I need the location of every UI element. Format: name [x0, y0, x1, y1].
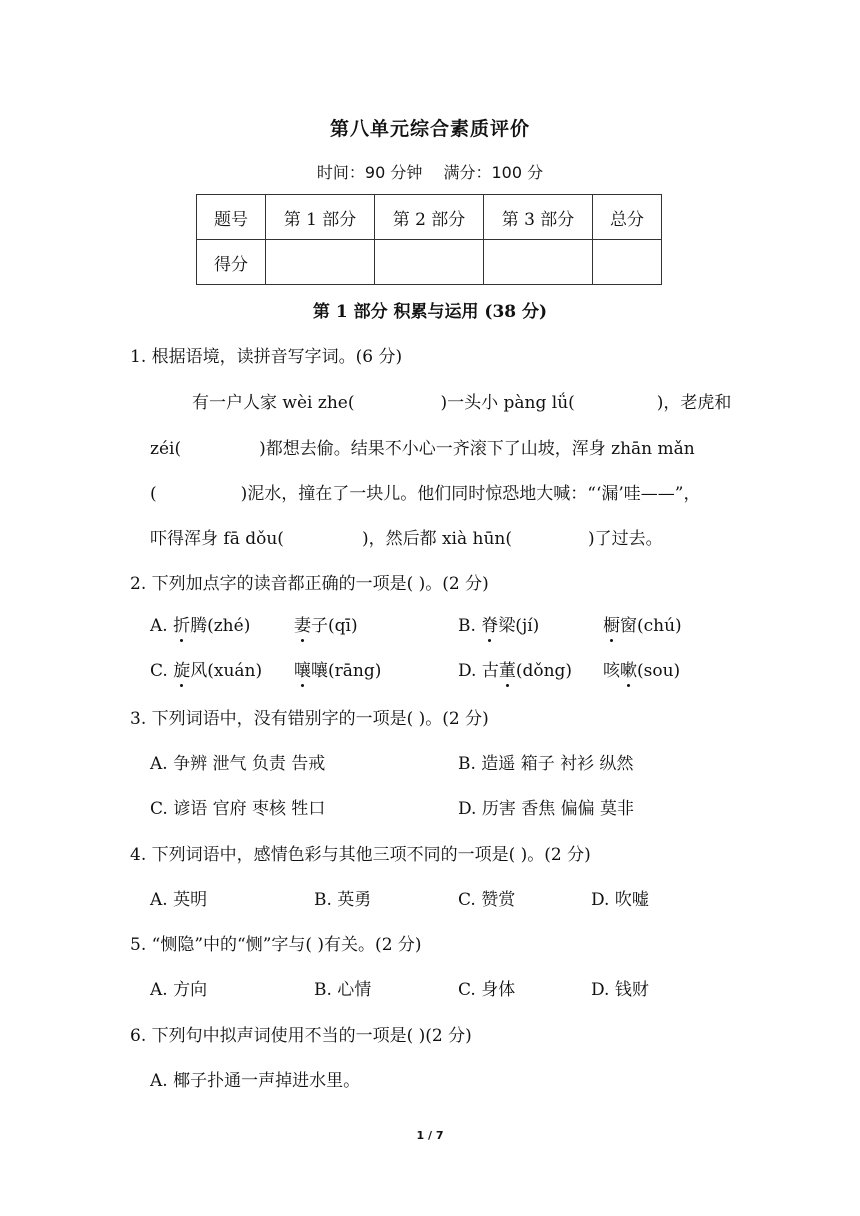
dotted-char: 脊	[481, 611, 498, 636]
section-heading: 第 1 部分 积累与运用 (38 分)	[312, 302, 548, 322]
question-2-option-d[interactable]	[458, 656, 572, 681]
dotted-char: 橱	[603, 611, 620, 636]
question-3-option-c[interactable]: C. 谚语 官府 枣核 牲口	[150, 799, 326, 819]
question-4-option-b[interactable]: B. 英勇	[314, 890, 372, 910]
score-input-cell[interactable]	[266, 240, 375, 285]
text-segment: )，然后都 xià hūn(	[361, 529, 513, 549]
question-2-option-a[interactable]	[150, 611, 250, 636]
dotted-char: 嗽	[620, 656, 637, 681]
option-text: 风(xuán)	[190, 661, 263, 681]
dotted-char: 妻	[294, 611, 311, 636]
option-text: 古	[481, 661, 499, 681]
question-1-line-2	[150, 434, 695, 459]
option-text: (sou)	[637, 661, 681, 681]
question-3-option-a[interactable]: A. 争辨 泄气 负责 告戒	[150, 754, 326, 774]
exam-meta	[0, 160, 860, 183]
question-2-option-b[interactable]	[458, 611, 539, 636]
text-segment: )泥水，撞在了一块儿。他们同时惊恐地大喊：“‘漏’哇——”，	[240, 484, 701, 504]
option-text: 咳	[603, 661, 620, 681]
question-5-option-c[interactable]: C. 身体	[458, 980, 516, 1000]
question-4-option-a[interactable]: A. 英明	[150, 890, 208, 910]
option-text: 腾(zhé)	[190, 616, 251, 636]
option-label: A.	[150, 616, 174, 636]
question-1-line-4	[150, 524, 663, 549]
question-1-line-3	[150, 479, 700, 504]
score-table-cell: 总分	[593, 195, 662, 240]
text-segment: )，老虎和	[656, 393, 732, 413]
question-5-option-a[interactable]: A. 方向	[150, 980, 208, 1000]
score-table-cell: 第 1 部分	[266, 195, 375, 240]
full-score: 满分：100 分	[443, 163, 544, 182]
text-segment: )了过去。	[588, 529, 663, 549]
question-5-option-b[interactable]: B. 心情	[314, 980, 372, 1000]
option-label: D.	[458, 661, 482, 681]
question-6-option-a[interactable]: A. 椰子扑通一声掉进水里。	[150, 1071, 361, 1091]
option-text: 窗(chú)	[620, 616, 682, 636]
question-4-stem: 4. 下列词语中，感情色彩与其他三项不同的一项是( )。(2 分)	[130, 845, 591, 865]
question-1-line-1	[192, 388, 731, 413]
option-label: C.	[150, 661, 174, 681]
text-segment: 有一户人家 wèi zhe(	[192, 393, 355, 413]
text-segment: )一头小 pàng lǘ(	[440, 393, 575, 413]
time-limit: 时间：90 分钟	[316, 163, 423, 182]
option-text: 梁(jí)	[498, 616, 540, 636]
question-4-option-c[interactable]: C. 赞赏	[458, 890, 516, 910]
score-table-header-row	[197, 195, 662, 240]
score-table	[196, 194, 662, 285]
score-table-cell: 得分	[197, 240, 266, 285]
dotted-char: 折	[173, 611, 190, 636]
question-2-option-d-word-2	[603, 656, 680, 681]
text-segment: zéi(	[150, 439, 182, 459]
question-3-stem: 3. 下列词语中，没有错别字的一项是( )。(2 分)	[130, 709, 489, 729]
score-table-score-row	[197, 240, 662, 285]
score-table-cell: 第 3 部分	[484, 195, 593, 240]
dotted-char: 董	[499, 656, 516, 681]
score-input-cell[interactable]	[593, 240, 662, 285]
question-4-option-d[interactable]: D. 吹嘘	[591, 890, 649, 910]
question-2-option-b-word-2	[603, 611, 682, 636]
question-2-stem: 2. 下列加点字的读音都正确的一项是( )。(2 分)	[130, 574, 489, 594]
score-table-cell: 第 2 部分	[375, 195, 484, 240]
text-segment: 吓得浑身 fā dǒu(	[150, 529, 284, 549]
text-segment: )都想去偷。结果不小心一齐滚下了山坡，浑身 zhān mǎn	[259, 439, 695, 459]
question-6-stem: 6. 下列句中拟声词使用不当的一项是( )(2 分)	[130, 1026, 472, 1046]
option-text: 子(qī)	[311, 616, 358, 636]
score-input-cell[interactable]	[484, 240, 593, 285]
question-2-option-c-word-2	[294, 656, 381, 681]
option-text: 嚷(rāng)	[311, 661, 382, 681]
dotted-char: 旋	[173, 656, 190, 681]
question-2-option-a-word-2	[294, 611, 358, 636]
question-3-option-b[interactable]: B. 造遥 箱子 衬衫 纵然	[458, 754, 634, 774]
page-title: 第八单元综合素质评价	[329, 118, 530, 140]
text-segment: (	[150, 484, 157, 504]
question-1-stem: 1. 根据语境，读拼音写字词。(6 分)	[130, 347, 403, 367]
page-number: 1 / 7	[416, 1129, 444, 1142]
option-text: (dǒng)	[515, 661, 573, 681]
dotted-char: 嚷	[294, 656, 311, 681]
question-5-option-d[interactable]: D. 钱财	[591, 980, 649, 1000]
score-input-cell[interactable]	[375, 240, 484, 285]
option-label: B.	[458, 616, 482, 636]
score-table-cell: 题号	[197, 195, 266, 240]
question-2-option-c[interactable]	[150, 656, 262, 681]
question-3-option-d[interactable]: D. 历害 香焦 偏偏 莫非	[458, 799, 635, 819]
question-5-stem: 5. “恻隐”中的“恻”字与( )有关。(2 分)	[130, 935, 422, 955]
